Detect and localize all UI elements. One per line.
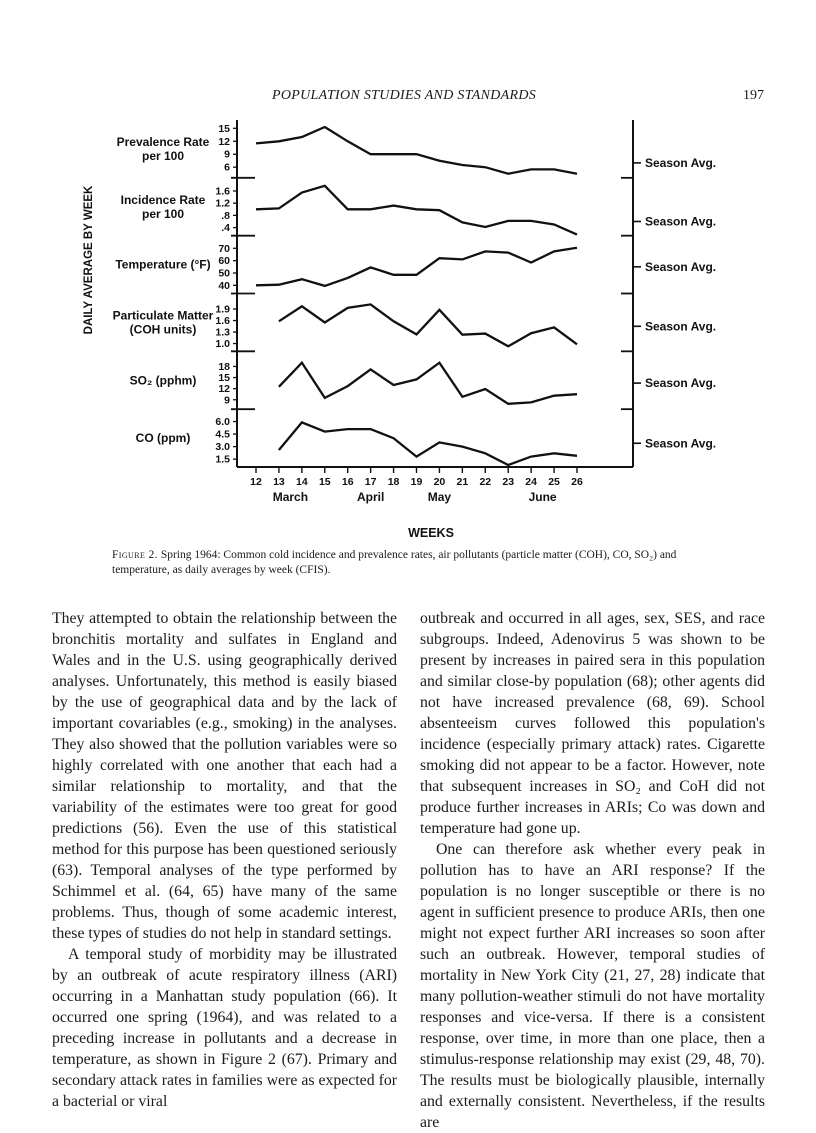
y-tick-label: 50 — [218, 267, 230, 280]
x-tick-label: 19 — [410, 476, 423, 488]
y-tick-label: 15 — [218, 122, 230, 135]
y-tick-label: 15 — [218, 372, 230, 385]
series-label: SO₂ (pphm) — [129, 373, 197, 388]
y-tick-label: 18 — [218, 360, 230, 373]
series-line — [256, 186, 577, 235]
y-tick-label: 4.5 — [215, 428, 230, 441]
series-line — [256, 127, 577, 174]
y-tick-label: 12 — [218, 383, 230, 396]
paragraph: A temporal study of morbidity may be illustrated by an outbreak of acute respiratory illness (ARI) occurring in a Manhattan study population (66). It occurred one spring (1964), and was related to a preceding increase in pollutants and a decrease in temperature, as shown in Figure 2 (67). Primary and secondary attack rates in families were as expected for a bacterial or viral — [52, 946, 397, 1110]
y-tick-label: 1.6 — [215, 185, 230, 198]
series-label: Particulate Matter — [112, 308, 214, 323]
series-line — [279, 304, 577, 346]
y-tick-label: 1.3 — [215, 326, 230, 339]
figure-caption — [112, 548, 732, 578]
running-title: POPULATION STUDIES AND STANDARDS — [272, 88, 537, 103]
page-number: 197 — [743, 88, 764, 103]
caption-lead: Figure 2. — [112, 549, 158, 561]
running-header — [0, 88, 816, 108]
series-line — [279, 363, 577, 404]
series-line — [256, 248, 577, 286]
body-column-right — [420, 608, 765, 1133]
season-avg-label: Season Avg. — [645, 319, 717, 334]
y-tick-label: 12 — [218, 135, 230, 148]
series-label: Temperature (°F) — [115, 257, 211, 272]
y-tick-label: .4 — [221, 222, 230, 235]
x-tick-label: 26 — [571, 476, 583, 488]
y-tick-label: 40 — [218, 279, 230, 292]
x-tick-label: 17 — [364, 476, 377, 488]
series-label: (COH units) — [129, 322, 197, 337]
series-label: per 100 — [141, 206, 185, 221]
month-label: May — [427, 490, 452, 504]
y-tick-label: 6 — [224, 161, 230, 174]
month-label: March — [272, 490, 309, 504]
y-tick-label: 9 — [224, 148, 230, 161]
caption-text: Spring 1964: Common cold incidence and prevalence rates, air pollutants (particle matter (COH), CO, SO₂) and temperature, as daily averages by week (CFIS). — [112, 549, 677, 576]
x-tick-label: 22 — [479, 476, 492, 488]
x-tick-label: 23 — [502, 476, 515, 488]
figure-2-chart — [0, 110, 816, 542]
x-axis-title: WEEKS — [408, 526, 454, 540]
y-tick-label: 70 — [218, 242, 230, 255]
x-tick-label: 24 — [525, 476, 537, 488]
y-tick-label: 1.5 — [215, 453, 230, 466]
y-tick-label: 9 — [224, 394, 230, 407]
x-tick-label: 12 — [250, 476, 262, 488]
x-tick-label: 20 — [433, 476, 446, 488]
series-label: per 100 — [141, 148, 185, 163]
y-tick-label: 1.6 — [215, 315, 230, 328]
x-tick-label: 18 — [387, 476, 400, 488]
y-tick-label: 1.0 — [215, 338, 230, 351]
paragraph: One can therefore ask whether every peak in pollution has to have an ARI response? If the population is no longer susceptible or there is no agent in sufficient presence to produce ARIs, then one might not expect further ARI increases so soon after such an outbreak. However, temporal studies of mortality in New York City (21, 27, 28) indicate that many pollution-weather stimuli do not have mortality responses and vice-versa. If there is a consistent response, over time, in more than one place, then a stimulus-response relationship may exist (29, 48, 70). The results must be biologically plausible, internally and externally consistent. Nevertheless, if the results are — [420, 841, 765, 1131]
x-tick-label: 25 — [548, 476, 560, 488]
season-avg-label: Season Avg. — [645, 155, 717, 170]
series-label: Prevalence Rate — [116, 134, 210, 149]
paragraph: outbreak and occurred in all ages, sex, SES, and race subgroups. Indeed, Adenovirus 5 was shown to be present by increases in paired sera in this population and similar close-by population (68); other agents did not have increased prevalence (68, 69). School absenteeism curves followed this population's incidence (especially primary attack) rates. Cigarette smoking did not appear to be a factor. However, note that subsequent increases in SO₂ and CoH did not produce further increases in ARIs; Co was down and temperature had gone up. — [420, 610, 765, 837]
y-tick-label: 1.9 — [215, 303, 230, 316]
x-tick-label: 21 — [456, 476, 469, 488]
series-line — [279, 422, 577, 465]
x-tick-label: 15 — [318, 476, 331, 488]
y-tick-label: 6.0 — [215, 416, 230, 429]
x-tick-label: 13 — [273, 476, 285, 488]
x-tick-label: 16 — [341, 476, 354, 488]
season-avg-label: Season Avg. — [645, 259, 717, 274]
y-axis-title: DAILY AVERAGE BY WEEK — [83, 185, 95, 335]
y-tick-label: 60 — [218, 255, 230, 268]
y-tick-label: 3.0 — [215, 441, 230, 454]
paragraph: They attempted to obtain the relationship between the bronchitis mortality and sulfates in England and Wales and in the U.S. using geographically derived analyses. Unfortunately, this method is easily biased by the use of geographical data and by the lack of important covariables (e.g., smoking) in the analyses. They also showed that the pollution variables were so highly correlated with one another that each had a similar relationship to mortality, and that the variability of the estimates were too great for good predictions (56). Even the use of this statistical method for this purpose has been questioned seriously (63). Temporal analyses of the type performed by Schimmel et al. (64, 65) have many of the same problems. Thus, though of some academic interest, these types of studies do not help in standard settings. — [52, 610, 397, 942]
series-label: CO (ppm) — [135, 431, 191, 446]
series-label: Incidence Rate — [120, 192, 206, 207]
season-avg-label: Season Avg. — [645, 214, 717, 229]
month-label: June — [528, 490, 557, 504]
body-column-left — [52, 608, 397, 1112]
x-tick-label: 14 — [296, 476, 308, 488]
season-avg-label: Season Avg. — [645, 436, 717, 451]
y-tick-label: 1.2 — [215, 197, 230, 210]
y-tick-label: .8 — [221, 209, 230, 222]
season-avg-label: Season Avg. — [645, 376, 717, 391]
month-label: April — [356, 490, 385, 504]
